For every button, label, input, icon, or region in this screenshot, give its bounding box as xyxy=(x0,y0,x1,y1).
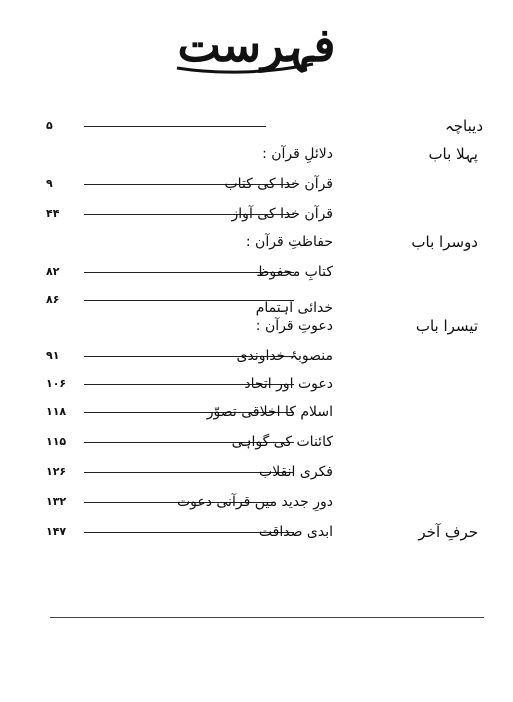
toc-row xyxy=(0,344,513,368)
page-number: ۸۲ xyxy=(46,265,60,278)
topic-label: فکری انقلاب xyxy=(259,464,333,480)
page-number: ۵ xyxy=(46,119,53,132)
toc-row-closing xyxy=(0,520,513,544)
section-label: حرفِ آخر xyxy=(418,523,478,541)
toc-row xyxy=(0,460,513,484)
toc-row xyxy=(0,172,513,196)
topic-label: دورِ جدید میں قرآنی دعوت xyxy=(176,494,333,510)
subsection-heading: دلائلِ قرآن : xyxy=(262,146,333,162)
toc-row xyxy=(0,260,513,284)
dot-leader xyxy=(84,126,266,127)
topic-label: قرآن خدا کی آواز xyxy=(231,206,333,222)
page-number: ۱۲۶ xyxy=(46,465,67,478)
subsection-heading: دعوتِ قرآن : xyxy=(255,318,333,334)
toc-row-chapter2-heading xyxy=(0,230,513,254)
topic-label: ابدی صداقت xyxy=(258,524,333,540)
toc-row xyxy=(0,372,513,396)
topic-label: کائنات کی گواہی xyxy=(231,434,333,450)
title-underline-swash xyxy=(175,58,315,78)
page-number: ۱۴۷ xyxy=(46,525,67,538)
page-number: ۹۱ xyxy=(46,349,60,362)
toc-row-preface xyxy=(0,114,513,138)
topic-label: کتابِ محفوظ xyxy=(256,264,333,280)
topic-label: خدائی اہتمام xyxy=(255,300,333,316)
toc-row xyxy=(0,288,513,316)
page-number: ۱۰۶ xyxy=(46,377,67,390)
toc-row xyxy=(0,400,513,424)
section-label: دوسرا باب xyxy=(411,233,478,251)
page-number: ۱۱۵ xyxy=(46,435,67,448)
page-number: ۴۴ xyxy=(46,207,60,220)
subsection-heading: حفاظتِ قرآن : xyxy=(245,234,333,250)
toc-row xyxy=(0,430,513,454)
topic-label: اسلام کا اخلاقی تصوّر xyxy=(206,404,333,420)
toc-row xyxy=(0,490,513,514)
toc-row-chapter3-heading xyxy=(0,314,513,338)
topic-label: دعوت اور اتحاد xyxy=(244,376,333,392)
footer-rule xyxy=(50,617,484,618)
section-label: پہلا باب xyxy=(428,145,478,163)
topic-label: قرآن خدا کی کتاب xyxy=(224,176,333,192)
page-number: ۸۶ xyxy=(46,293,60,306)
section-label: تیسرا باب xyxy=(415,317,478,335)
page-number: ۹ xyxy=(46,177,53,190)
page-number: ۱۱۸ xyxy=(46,405,67,418)
topic-label: منصوبۂ خداوندی xyxy=(236,348,333,364)
section-label: دیباچہ xyxy=(444,117,483,135)
toc-row xyxy=(0,202,513,226)
toc-row-chapter1-heading xyxy=(0,142,513,166)
page-number: ۱۳۲ xyxy=(46,495,67,508)
page-title: فہرست xyxy=(177,18,336,72)
